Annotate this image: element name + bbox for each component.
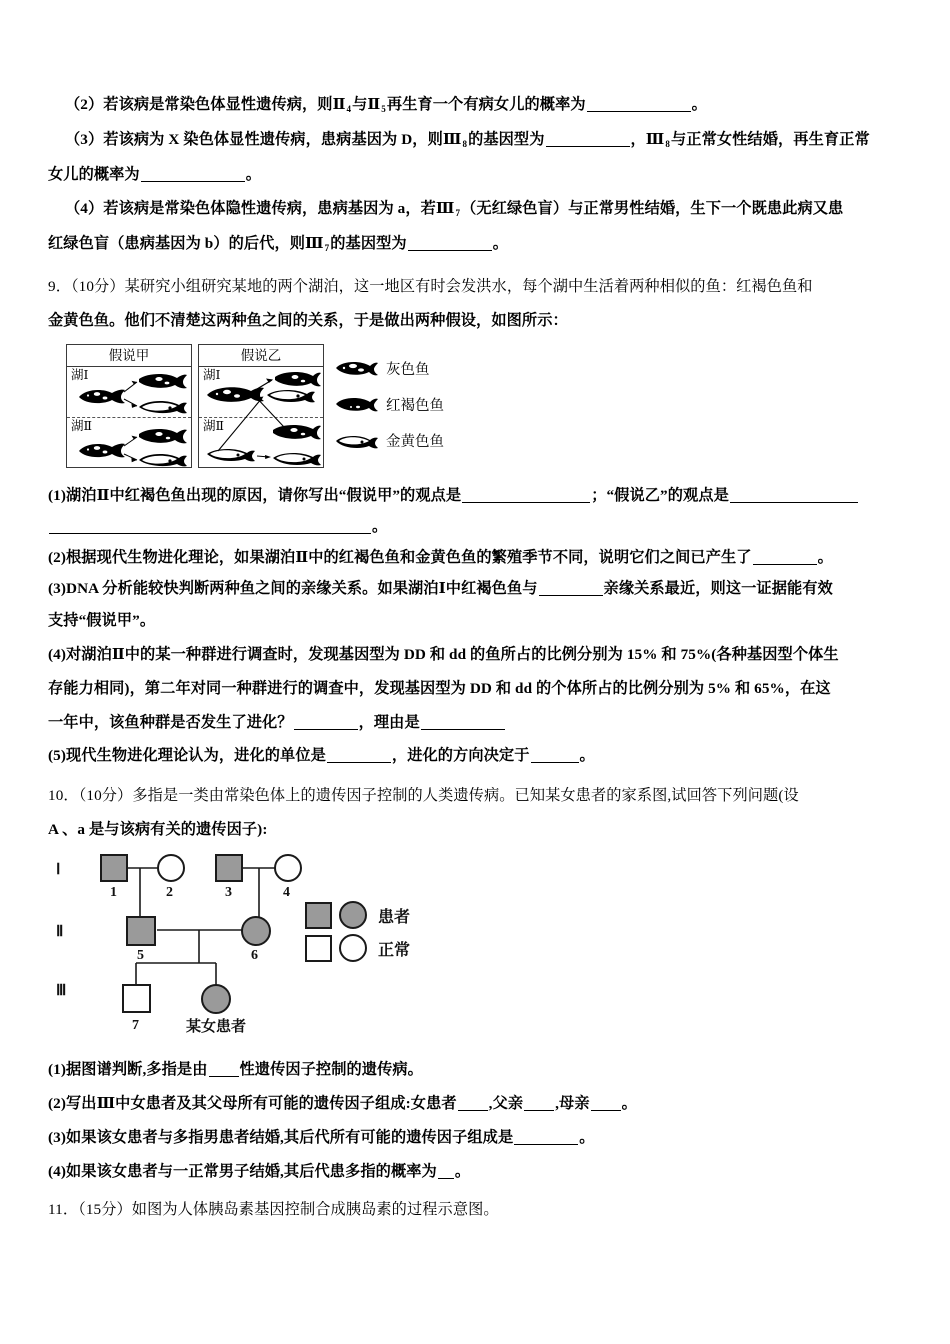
q8-item-4-line2-a: 红绿色盲（患病基因为 b）的后代，则Ⅲ <box>48 235 324 252</box>
pedigree-chart <box>48 851 468 1047</box>
q8-item-4-text-a: 若该病是常染色体隐性遗传病，患病基因为 a，若Ⅲ <box>103 200 455 217</box>
q8-item-4-label: （4） <box>65 200 104 217</box>
q8-item-4-line2 <box>48 227 910 262</box>
q9-item-4-text-a: (4)对湖泊Ⅱ中的某一种群进行调查时，发现基因型为 DD 和 dd 的鱼所占的比例分别为 15% 和 75%(各种基因型个体生 <box>48 646 839 663</box>
pedigree-label-6: 6 <box>251 948 258 963</box>
q8-item-4-sub-b: 7 <box>324 243 330 253</box>
q10-item-4-text-a: (4)如果该女患者与一正常男子结婚,其后代患多指的概率为 <box>48 1163 437 1180</box>
q9-item-2 <box>48 542 910 573</box>
answer-blank[interactable] <box>421 714 505 730</box>
q8-item-3-sub-a: 8 <box>462 139 468 149</box>
q9-item-4-line1 <box>48 638 910 672</box>
hypothesis-box-jia <box>66 344 192 468</box>
answer-blank[interactable] <box>327 747 391 763</box>
pedigree-label-5: 5 <box>137 948 144 963</box>
q9-item-4-line3-b: ，理由是 <box>358 714 420 731</box>
q8-item-2-label: （2） <box>65 96 104 113</box>
answer-blank[interactable] <box>591 1095 621 1111</box>
q9-points: （10分） <box>70 278 125 295</box>
pedigree-label-2: 2 <box>166 885 173 900</box>
q9-stem-line1 <box>48 270 910 304</box>
q10-item-2-text-b: ,父亲 <box>488 1095 524 1112</box>
hypothesis-jia-lake-1 <box>67 367 191 418</box>
q9-item-5-text-a: (5)现代生物进化理论认为，进化的单位是 <box>48 747 326 764</box>
answer-blank[interactable] <box>546 131 630 147</box>
legend-label: 金黄色鱼 <box>386 433 444 450</box>
q10-item-1 <box>48 1053 910 1087</box>
q10-item-2-tail: 。 <box>621 1095 637 1112</box>
q10-stem-text-2: A 、a 是与该病有关的遗传因子): <box>48 821 268 838</box>
q8-item-3-text-b: 的基因型为 <box>468 131 545 148</box>
q9-item-4-line3-a: 一年中，该鱼种群是否发生了进化？ <box>48 714 293 731</box>
pedigree-label-3: 3 <box>225 885 232 900</box>
pedigree-individual-7 <box>123 985 150 1012</box>
q10-item-1-text-b: 性遗传因子控制的遗传病。 <box>239 1061 423 1078</box>
legend-affected-female-icon <box>340 902 366 928</box>
golden-fish-icon <box>334 430 380 450</box>
q9-item-2-tail: 。 <box>817 549 833 566</box>
q8-item-2-text-a: 若该病是常染色体显性遗传病，则Ⅱ <box>103 96 346 113</box>
q9-item-3-line2-a: 支持“假说甲”。 <box>48 612 156 629</box>
q9-number: 9． <box>48 278 71 295</box>
q8-item-3-line1 <box>48 123 910 158</box>
q9-item-3-text-b: 亲缘关系最近，则这一证据能有效 <box>603 580 833 597</box>
q11-number: 11． <box>48 1201 79 1218</box>
answer-blank[interactable] <box>730 487 858 503</box>
q8-item-2-text-c: 再生育一个有病女儿的概率为 <box>386 96 586 113</box>
q8-item-3-line2 <box>48 158 910 192</box>
q9-item-4-line2-a: 存能力相同)，第二年对同一种群进行的调查中，发现基因型为 DD 和 dd 的个体所占的比例分别为 5% 和 65%，在这 <box>48 680 831 697</box>
answer-blank[interactable] <box>49 518 371 534</box>
answer-blank[interactable] <box>753 549 817 565</box>
pedigree-label-8: 某女患者 <box>186 1018 247 1035</box>
q11-stem-text-1: 如图为人体胰岛素基因控制合成胰岛素的过程示意图。 <box>131 1201 499 1218</box>
pedigree-label-7: 7 <box>132 1018 139 1033</box>
hypothesis-box-yi <box>198 344 324 468</box>
pedigree-individual-3 <box>216 855 242 881</box>
q9-item-5 <box>48 740 910 771</box>
generation-label-1: Ⅰ <box>56 862 61 878</box>
lake-label: 湖Ⅱ <box>203 419 224 433</box>
q9-item-1-line2 <box>48 511 910 542</box>
question-8-block <box>48 88 910 262</box>
q9-item-4-line2 <box>48 672 910 706</box>
q8-item-3-tail: 。 <box>245 166 262 183</box>
legend-row-golden-fish <box>334 422 544 458</box>
answer-blank[interactable] <box>462 487 590 503</box>
generation-label-3: Ⅲ <box>56 983 67 999</box>
q9-item-3-line1 <box>48 573 910 604</box>
q8-item-3-line2-text: 女儿的概率为 <box>48 166 140 183</box>
q8-item-3-label: （3） <box>65 131 104 148</box>
q8-item-3-text-c: ，Ⅲ <box>630 131 665 148</box>
q10-item-1-text-a: (1)据图谱判断,多指是由 <box>48 1061 208 1078</box>
q8-item-4-text-b: （无红绿色盲）与正常男性结婚，生下一个既患此病又患 <box>461 200 844 217</box>
pedigree-figure <box>48 851 910 1051</box>
legend-normal-male-icon <box>306 936 331 961</box>
answer-blank[interactable] <box>514 1129 578 1145</box>
q10-number: 10． <box>48 787 79 804</box>
generation-label-2: Ⅱ <box>56 924 64 940</box>
q9-item-1-text-a: (1)湖泊Ⅱ中红褐色鱼出现的原因，请你写出“假说甲”的观点是 <box>48 487 462 504</box>
q8-item-3-text-a: 若该病为 X 染色体显性遗传病，患病基因为 D，则Ⅲ <box>103 131 462 148</box>
lake-label: 湖Ⅰ <box>71 368 89 382</box>
lake-label: 湖Ⅱ <box>71 419 92 433</box>
pedigree-label-1: 1 <box>110 885 117 900</box>
q8-item-2-text-b: 与Ⅱ <box>352 96 381 113</box>
q8-item-3-sub-b: 8 <box>665 139 670 149</box>
q10-item-2-text-c: ,母亲 <box>555 1095 590 1112</box>
hypothesis-jia-lake-2 <box>67 418 191 468</box>
q9-item-4-line3 <box>48 706 910 740</box>
q8-item-4-sub-a: 7 <box>455 208 461 218</box>
fish-legend <box>334 350 544 458</box>
lake-label: 湖Ⅰ <box>203 368 221 382</box>
q8-item-3-text-d: 与正常女性结婚，再生育正常 <box>671 131 870 148</box>
q10-item-3-text-a: (3)如果该女患者与多指男患者结婚,其后代所有可能的遗传因子组成是 <box>48 1129 514 1146</box>
legend-normal-female-icon <box>340 935 366 961</box>
legend-row-red-brown-fish <box>334 386 544 422</box>
q10-stem-text-1: 多指是一类由常染色体上的遗传因子控制的人类遗传病。已知某女患者的家系图,试回答下列问题(设 <box>132 787 799 804</box>
legend-label-affected: 患者 <box>378 909 411 926</box>
pedigree-individual-8 <box>202 985 230 1013</box>
q9-item-5-text-b: ，进化的方向决定于 <box>391 747 530 764</box>
answer-blank[interactable] <box>539 580 603 596</box>
question-9-block <box>48 270 910 771</box>
q10-item-3-tail: 。 <box>579 1129 595 1146</box>
answer-blank[interactable] <box>531 747 579 763</box>
pedigree-individual-6 <box>242 917 270 945</box>
hypothesis-yi-lake-2 <box>199 418 323 468</box>
legend-row-gray-fish <box>334 350 544 386</box>
pedigree-label-4: 4 <box>283 885 290 900</box>
pedigree-individual-1 <box>101 855 127 881</box>
q9-item-5-tail: 。 <box>579 747 595 764</box>
answer-blank[interactable] <box>458 1095 488 1111</box>
q10-item-4-tail: 。 <box>454 1163 471 1180</box>
answer-blank[interactable] <box>408 235 492 251</box>
q11-points: （15分） <box>78 1201 132 1218</box>
gray-fish-icon <box>334 358 380 378</box>
pedigree-individual-5 <box>127 917 155 945</box>
q11-stem-line1 <box>48 1193 910 1227</box>
q9-item-1-line1 <box>48 480 910 511</box>
q8-item-4-tail: 。 <box>492 235 508 252</box>
hypothesis-yi-title: 假说乙 <box>199 345 323 367</box>
q10-points: （10分） <box>78 787 133 804</box>
pedigree-individual-4 <box>275 855 301 881</box>
q9-stem-text-2: 金黄色鱼。他们不清楚这两种鱼之间的关系，于是做出两种假设，如图所示： <box>48 312 568 329</box>
q8-item-4-line2-b: 的基因型为 <box>330 235 407 252</box>
fish-hypothesis-figure <box>62 344 910 472</box>
q10-item-2 <box>48 1087 910 1121</box>
legend-label: 红褐色鱼 <box>386 397 444 414</box>
answer-blank[interactable] <box>294 714 358 730</box>
answer-blank[interactable] <box>587 96 691 112</box>
q10-stem-line1 <box>48 779 910 813</box>
q10-item-2-text-a: (2)写出Ⅲ中女患者及其父母所有可能的遗传因子组成:女患者 <box>48 1095 457 1112</box>
q8-item-2-sub-a: 4 <box>346 104 352 114</box>
q10-stem-line2 <box>48 813 910 847</box>
answer-blank[interactable] <box>524 1095 554 1111</box>
q10-item-3 <box>48 1121 910 1155</box>
legend-affected-male-icon <box>306 903 331 928</box>
q10-item-4 <box>48 1155 910 1189</box>
legend-label-normal: 正常 <box>378 942 411 959</box>
q9-item-1-tail: 。 <box>372 518 388 535</box>
q9-item-3-text-a: (3)DNA 分析能较快判断两种鱼之间的亲缘关系。如果湖泊Ⅰ中红褐色鱼与 <box>48 580 538 597</box>
hypothesis-jia-title: 假说甲 <box>67 345 191 367</box>
answer-blank[interactable] <box>209 1061 239 1077</box>
legend-label: 灰色鱼 <box>386 361 430 378</box>
q9-stem-line2 <box>48 304 910 338</box>
q8-item-4-line1 <box>48 192 910 227</box>
hypothesis-yi-lake-1 <box>199 367 323 418</box>
red-brown-fish-icon <box>334 394 380 414</box>
q9-item-1-text-b: ；“假说乙”的观点是 <box>591 487 729 504</box>
q9-item-3-line2 <box>48 604 910 638</box>
q9-item-2-text-a: (2)根据现代生物进化理论，如果湖泊Ⅱ中的红褐色鱼和金黄色鱼的繁殖季节不同，说明它们之间已产生了 <box>48 549 752 566</box>
pedigree-individual-2 <box>158 855 184 881</box>
answer-blank[interactable] <box>141 166 245 182</box>
q9-stem-text-1: 某研究小组研究某地的两个湖泊，这一地区有时会发洪水，每个湖中生活着两种相似的鱼：红褐色鱼和 <box>124 278 813 295</box>
question-11-block <box>48 1193 910 1227</box>
q8-item-2-tail: 。 <box>691 96 707 113</box>
answer-blank[interactable] <box>438 1163 454 1179</box>
q8-item-2-sub-b: 5 <box>381 104 386 114</box>
question-10-block <box>48 779 910 1189</box>
q8-item-2 <box>48 88 910 123</box>
